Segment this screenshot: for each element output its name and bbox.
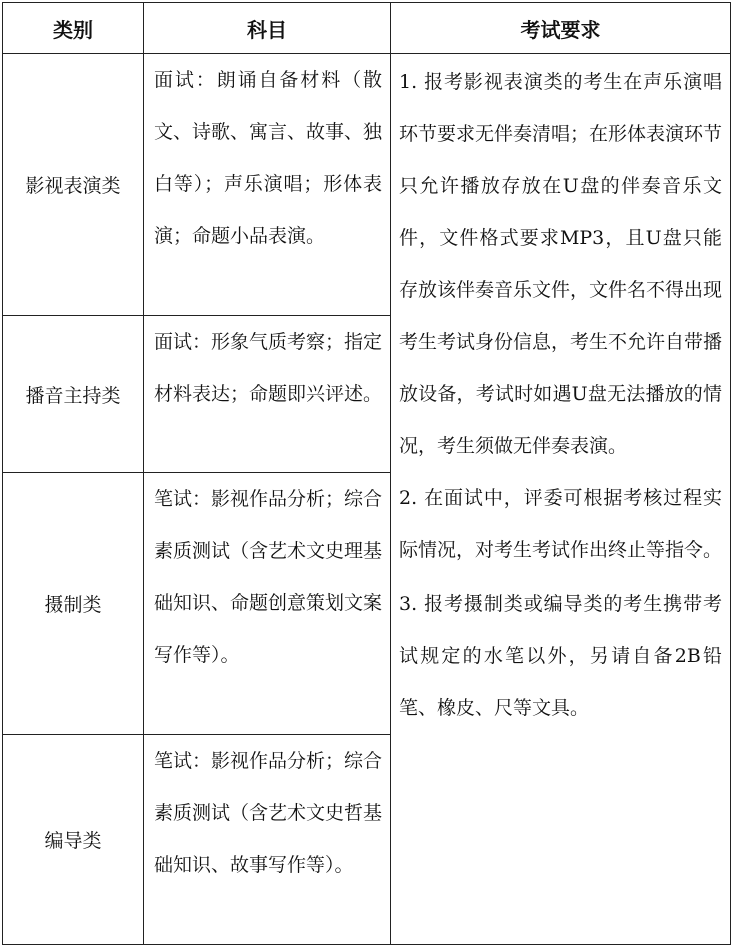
requirement-item: 1. 报考影视表演类的考生在声乐演唱环节要求无伴奏清唱；在形体表演环节只允许播放存放在U盘的伴奏音乐文件，文件格式要求MP3，且U盘只能存放该伴奏音乐文件，文件名不得出现考生考试身份信息，考生不允许自带播放设备，考试时如遇U盘无法播放的情况，考生须做无伴奏表演。 [399, 71, 723, 457]
exam-subjects-table [2, 2, 731, 945]
subject-cell: 笔试：影视作品分析；综合素质测试（含艺术文史理基础知识、命题创意策划文案写作等）。 [144, 473, 391, 735]
category-cell: 影视表演类 [3, 54, 144, 316]
category-cell: 编导类 [3, 735, 144, 945]
header-subject: 科目 [144, 3, 391, 54]
category-cell: 摄制类 [3, 473, 144, 735]
subject-cell: 笔试：影视作品分析；综合素质测试（含艺术文史哲基础知识、故事写作等）。 [144, 735, 391, 945]
subject-cell: 面试：形象气质考察；指定材料表达；命题即兴评述。 [144, 316, 391, 473]
subject-cell: 面试：朗诵自备材料（散文、诗歌、寓言、故事、独白等）；声乐演唱；形体表演；命题小品表演。 [144, 54, 391, 316]
requirements-cell [391, 54, 731, 945]
category-cell: 播音主持类 [3, 316, 144, 473]
requirement-item: 3. 报考摄制类或编导类的考生携带考试规定的水笔以外，另请自备2B铅笔、橡皮、尺等文具。 [399, 593, 722, 719]
requirement-item: 2. 在面试中，评委可根据考核过程实际情况，对考生考试作出终止等指令。 [399, 487, 723, 561]
header-category: 类别 [3, 3, 144, 54]
table-header-row [3, 3, 731, 54]
header-requirements: 考试要求 [391, 3, 731, 54]
exam-subjects-document [2, 2, 730, 943]
table-row [3, 54, 731, 316]
